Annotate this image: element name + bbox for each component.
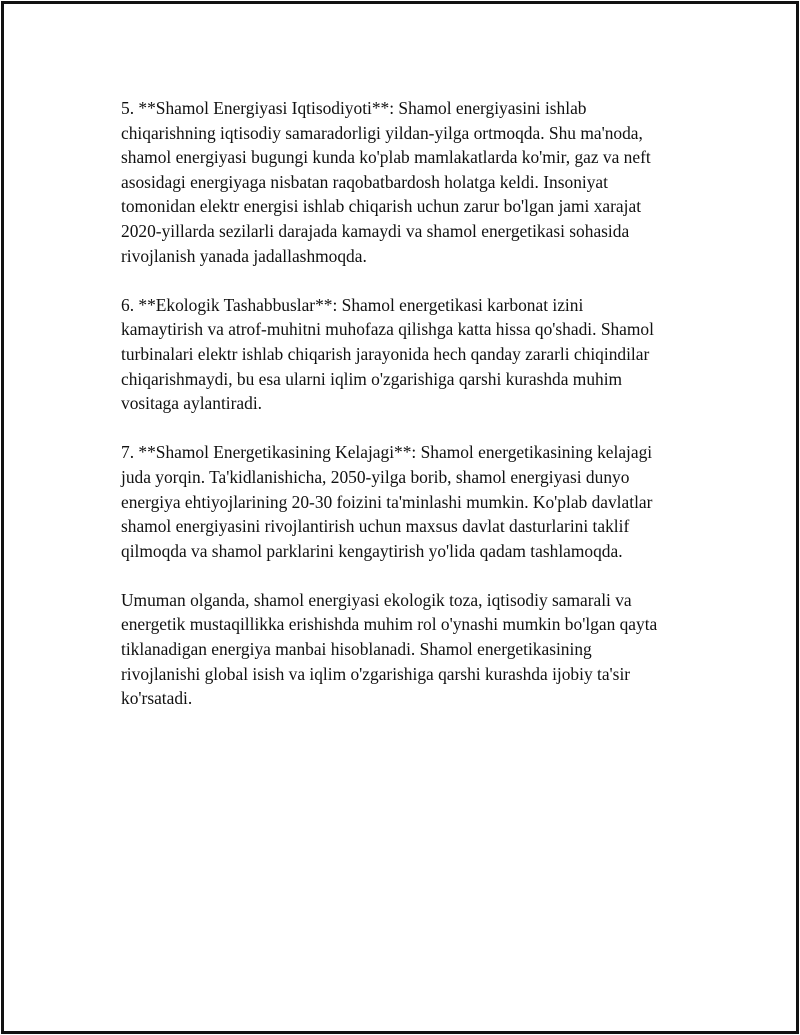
paragraph-ecological-initiatives: 6. **Ekologik Tashabbuslar**: Shamol energetikasi karbonat izini kamaytirish va atrof-muhitni muhofaza qilishga katta hissa qo'shadi. Shamol turbinalari elektr ishlab chiqarish jarayonida hech qanday zararli chiqindilar chiqarishmaydi, bu esa ularni iqlim o'zgarishiga qarshi kurashda muhim vositaga aylantiradi. bbox=[121, 294, 654, 414]
paragraph-conclusion: Umuman olganda, shamol energiyasi ekologik toza, iqtisodiy samarali va energetik mustaqillikka erishishda muhim rol o'ynashi mumkin bo'lgan qayta tiklanadigan energiya manbai hisoblanadi. Shamol energetikasining rivojlanishi global isish va iqlim o'zgarishiga qarshi kurashda ijobiy ta'sir ko'rsatadi. bbox=[121, 589, 658, 709]
page-border bbox=[1, 1, 799, 1034]
paragraph-future-of-wind-energy: 7. **Shamol Energetikasining Kelajagi**: Shamol energetikasining kelajagi juda yorqin. Ta'kidlanishicha, 2050-yilga borib, shamol energiyasi dunyo energiya ehtiyojlarining 20-30 foizini ta'minlashi mumkin. Ko'plab davlatlar shamol energiyasini rivojlantirish uchun maxsus davlat dasturlarini taklif qilmoqda va shamol parklarini kengaytirish yo'lida qadam tashlamoqda. bbox=[121, 442, 653, 561]
paragraph-wind-energy-economics: 5. **Shamol Energiyasi Iqtisodiyoti**: Shamol energiyasini ishlab chiqarishning iqtisodiy samaradorligi yildan-yilga ortmoqda. Shu ma'noda, shamol energiyasi bugungi kunda ko'plab mamlakatlarda ko'mir, gaz va neft asosidagi energiyaga nisbatan raqobatbardosh holatga keldi. Insoniyat tomonidan elektr energisi ishlab chiqarish uchun zarur bo'lgan jami xarajat 2020-yillarda sezilarli darajada kamaydi va shamol energetikasi sohasida rivojlanish yanada jadallashmoqda. bbox=[121, 98, 651, 266]
document-body bbox=[121, 96, 701, 735]
